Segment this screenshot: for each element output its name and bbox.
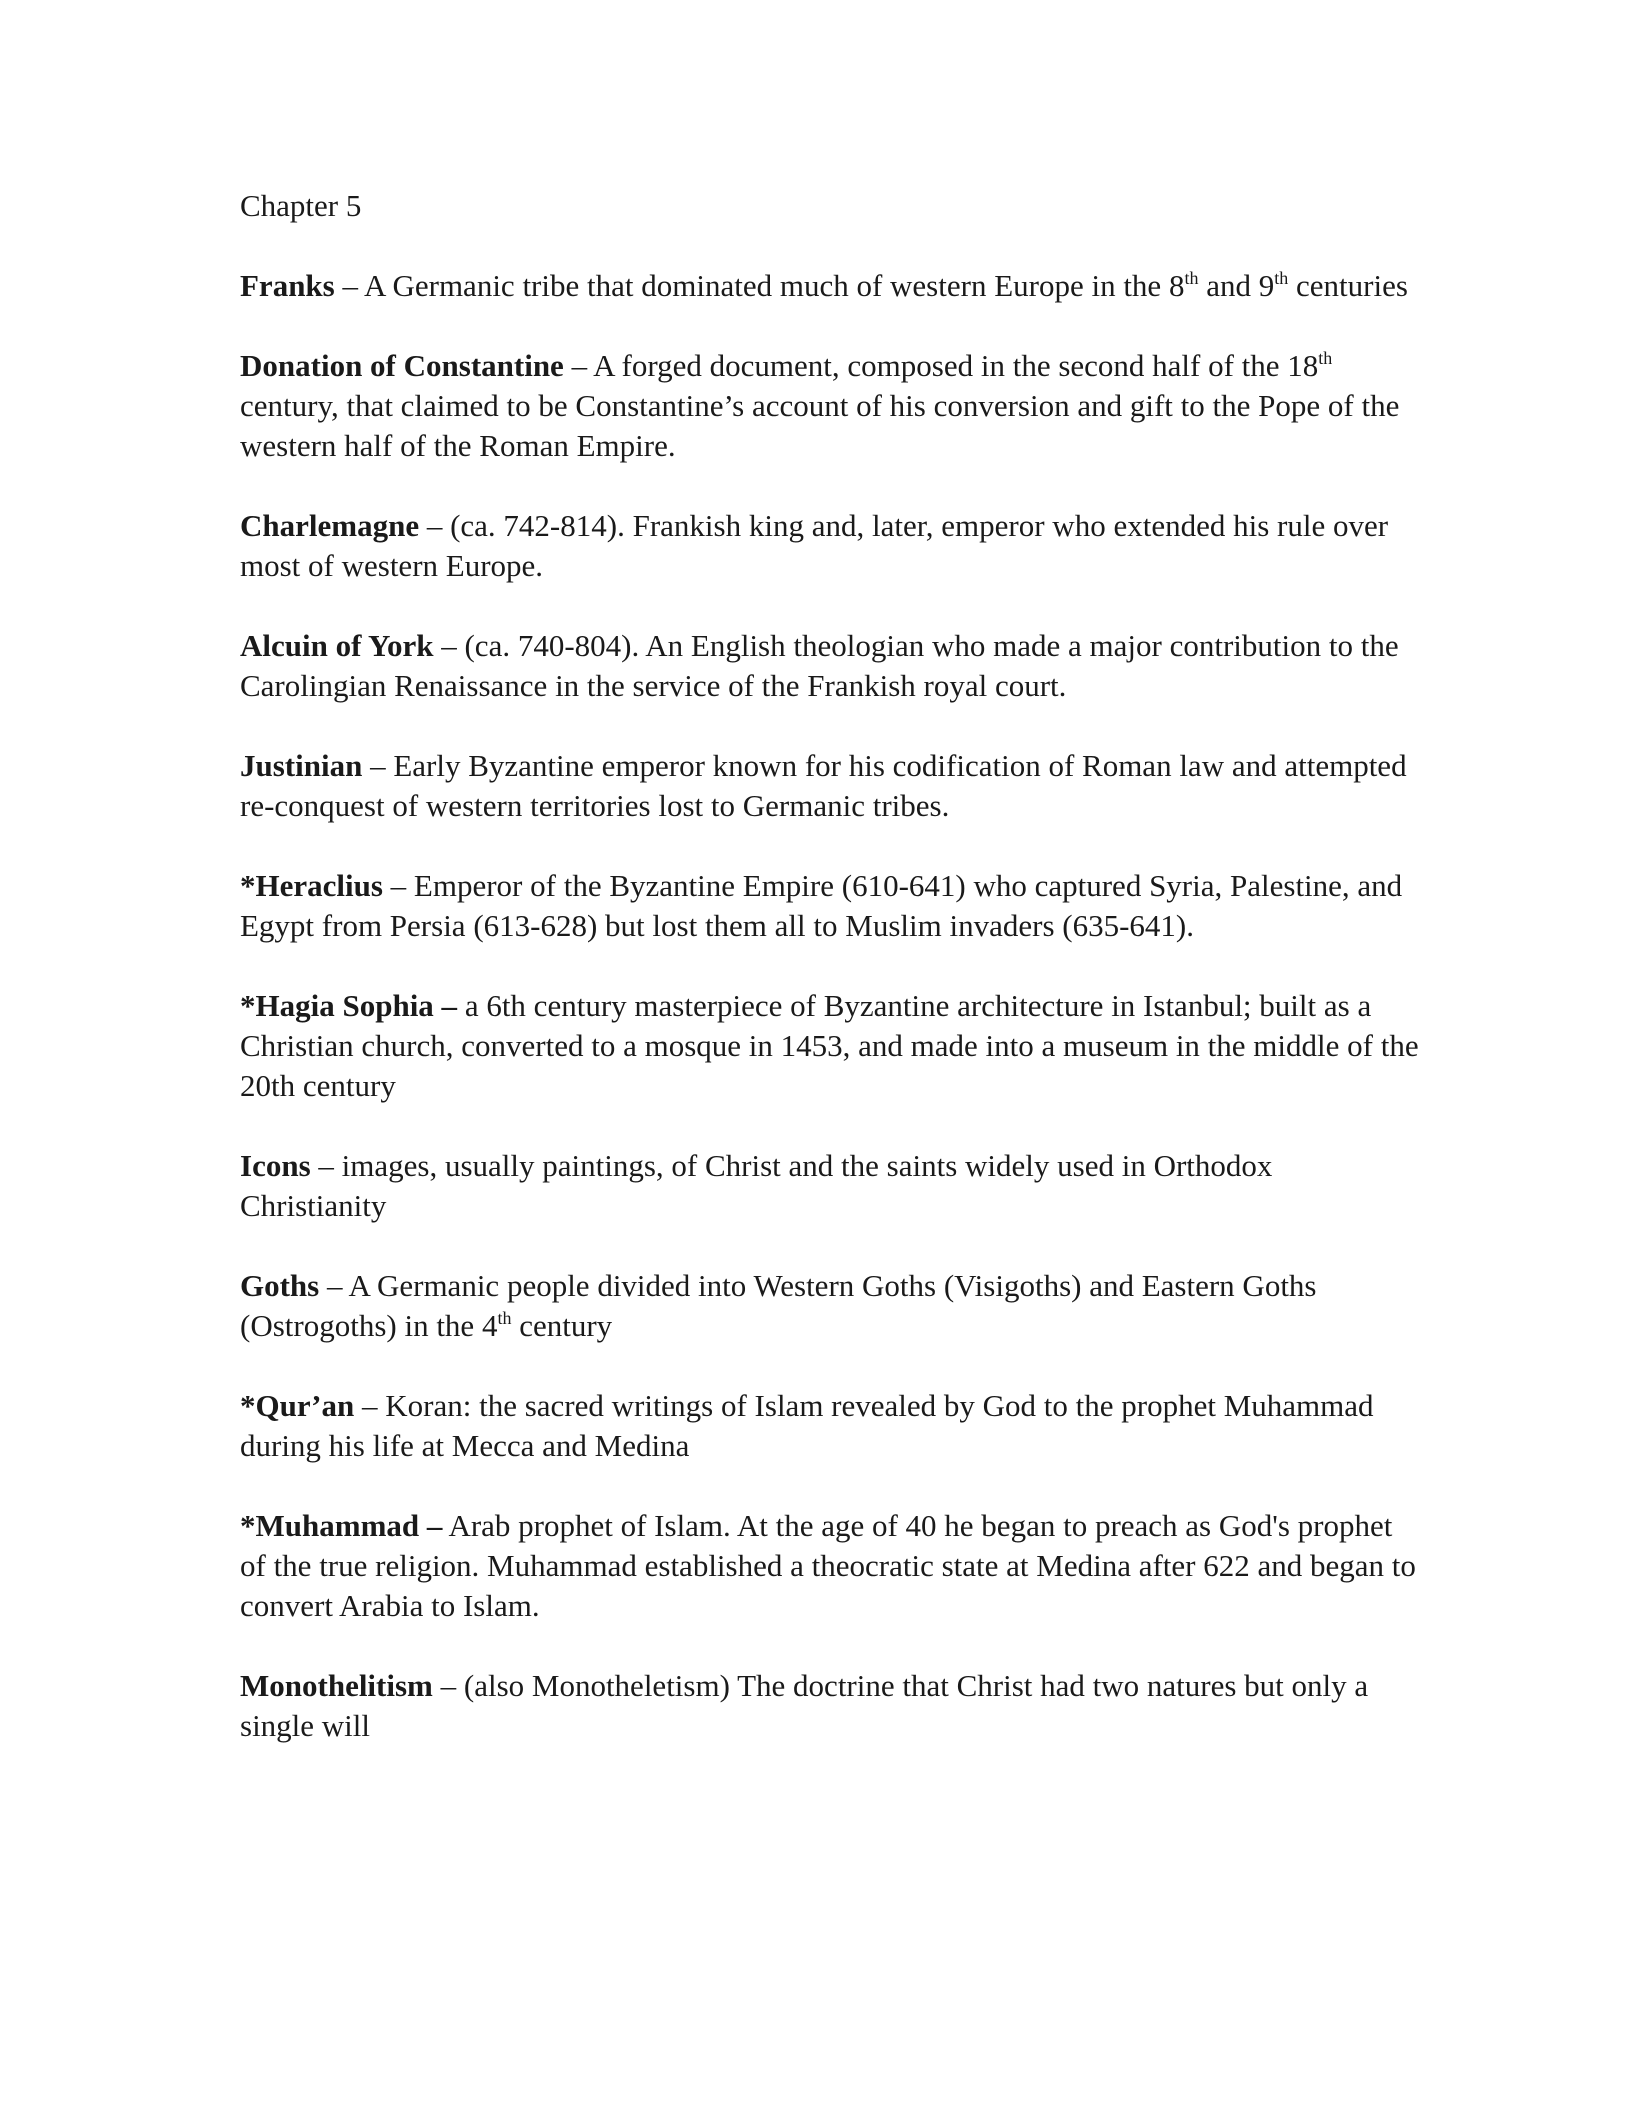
- definition-text: century, that claimed to be Constantine’s account of his conversion and gift to the Pope of the western half of the Roman Empire.: [240, 388, 1400, 463]
- definition-text: A forged document, composed in the second half of the 18: [593, 348, 1319, 383]
- definition-text: images, usually paintings, of Christ and the saints widely used in Orthodox Christianity: [240, 1148, 1273, 1223]
- separator: –: [334, 268, 365, 303]
- glossary-term: Monothelitism: [240, 1668, 433, 1703]
- document-page: [240, 186, 1420, 1786]
- glossary-term: Justinian: [240, 748, 363, 783]
- separator: –: [382, 868, 414, 903]
- separator: –: [362, 748, 394, 783]
- ordinal-suffix: th: [1274, 268, 1289, 288]
- glossary-term: Icons: [240, 1148, 311, 1183]
- glossary-entry-quran: [240, 1386, 1420, 1466]
- glossary-entry-justinian: [240, 746, 1420, 826]
- separator: –: [419, 508, 451, 543]
- glossary-entry-donation-of-constantine: [240, 346, 1420, 466]
- definition-text: A Germanic tribe that dominated much of western Europe in the 8: [364, 268, 1185, 303]
- separator: –: [310, 1148, 342, 1183]
- glossary-term: *Muhammad –: [240, 1508, 443, 1543]
- glossary-entry-goths: [240, 1266, 1420, 1346]
- separator: –: [354, 1388, 386, 1423]
- separator: –: [433, 628, 465, 663]
- glossary-term: Charlemagne: [240, 508, 420, 543]
- definition-text: Koran: the sacred writings of Islam revealed by God to the prophet Muhammad during his life at Mecca and Medina: [240, 1388, 1374, 1463]
- glossary-entry-muhammad: [240, 1506, 1420, 1626]
- glossary-entry-monothelitism: [240, 1666, 1420, 1746]
- definition-text: centuries: [1288, 268, 1408, 303]
- definition-text: and 9: [1198, 268, 1275, 303]
- definition-text: (also Monotheletism) The doctrine that Christ had two natures but only a single will: [240, 1668, 1369, 1743]
- separator: –: [563, 348, 594, 383]
- glossary-entry-icons: [240, 1146, 1420, 1226]
- glossary-term: Donation of Constantine: [240, 348, 564, 383]
- ordinal-suffix: th: [1184, 268, 1199, 288]
- definition-text: (ca. 740-804). An English theologian who made a major contribution to the Carolingian Renaissance in the service of the Frankish royal court.: [240, 628, 1399, 703]
- glossary-entry-franks: [240, 266, 1420, 306]
- glossary-term: *Hagia Sophia –: [240, 988, 458, 1023]
- chapter-title: Chapter 5: [240, 188, 362, 223]
- glossary-term: *Qur’an: [240, 1388, 355, 1423]
- glossary-entry-alcuin-of-york: [240, 626, 1420, 706]
- separator: –: [432, 1668, 464, 1703]
- definition-text: Arab prophet of Islam. At the age of 40 he began to preach as God's prophet of the true religion. Muhammad established a theocratic state at Medina after 622 and began to convert Arabia to Islam.: [240, 1508, 1416, 1623]
- definition-text: century: [511, 1308, 613, 1343]
- definition-text: Early Byzantine emperor known for his codification of Roman law and attempted re-conquest of western territories lost to Germanic tribes.: [240, 748, 1407, 823]
- glossary-term: Franks: [240, 268, 335, 303]
- glossary-term: Alcuin of York: [240, 628, 434, 663]
- glossary-entry-hagia-sophia: [240, 986, 1420, 1106]
- ordinal-suffix: th: [1318, 348, 1333, 368]
- definition-text: (ca. 742-814). Frankish king and, later, emperor who extended his rule over most of western Europe.: [240, 508, 1389, 583]
- glossary-term: *Heraclius: [240, 868, 383, 903]
- definition-text: a 6th century masterpiece of Byzantine architecture in Istanbul; built as a Christian church, converted to a mosque in 1453, and made into a museum in the middle of the 20th century: [240, 988, 1419, 1103]
- glossary-entry-heraclius: [240, 866, 1420, 946]
- glossary-entry-charlemagne: [240, 506, 1420, 586]
- definition-text: A Germanic people divided into Western Goths (Visigoths) and Eastern Goths (Ostrogoths) in the 4: [240, 1268, 1317, 1343]
- definition-text: Emperor of the Byzantine Empire (610-641) who captured Syria, Palestine, and Egypt from Persia (613-628) but lost them all to Muslim invaders (635-641).: [240, 868, 1403, 943]
- glossary-term: Goths: [240, 1268, 320, 1303]
- separator: –: [319, 1268, 349, 1303]
- ordinal-suffix: th: [497, 1308, 512, 1328]
- separator: [457, 988, 465, 1023]
